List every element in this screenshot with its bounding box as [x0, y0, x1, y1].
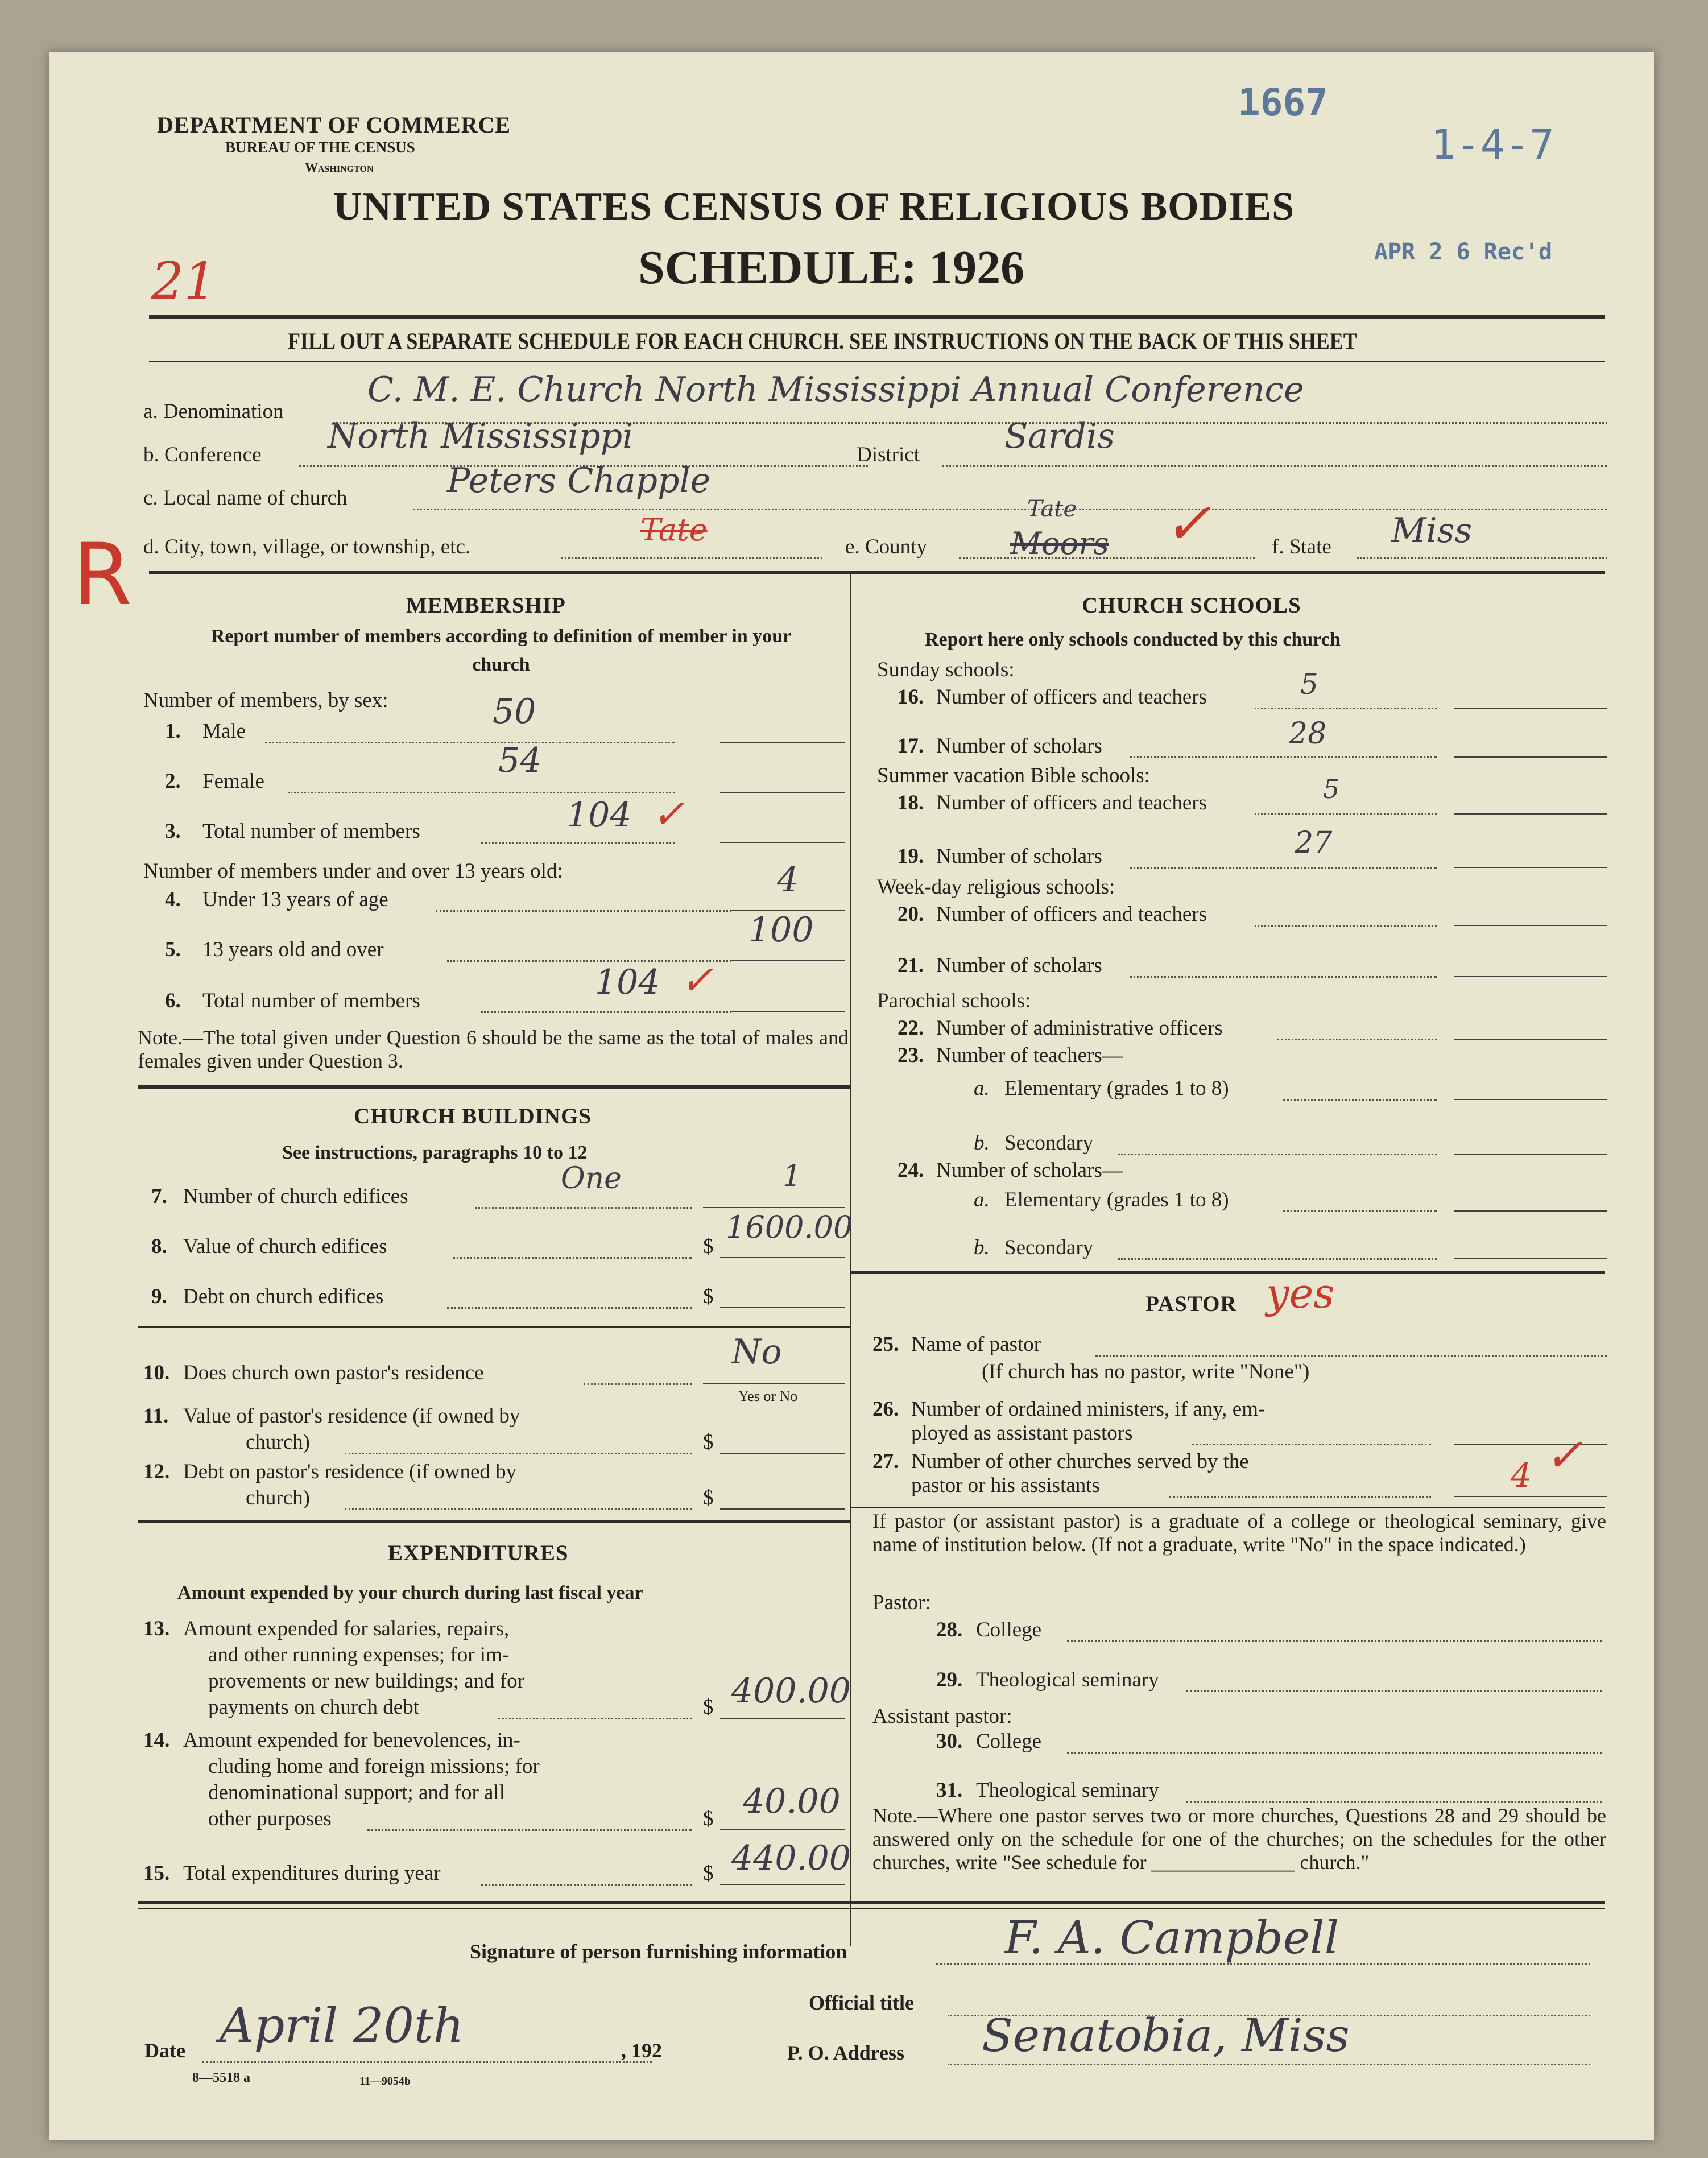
q23-number: 23. — [898, 1044, 924, 1067]
q14-number: 14. — [143, 1729, 170, 1752]
q30-number: 30. — [936, 1730, 963, 1753]
q25-number: 25. — [872, 1333, 899, 1356]
owns-residence-field[interactable]: No — [731, 1332, 782, 1372]
q24b-letter: b. — [974, 1236, 990, 1259]
q25-label: Name of pastor — [911, 1333, 1041, 1356]
q19-label: Number of scholars — [936, 845, 1102, 868]
county-struck-value: Moors — [1010, 526, 1109, 561]
total-members-field[interactable]: 104 — [566, 795, 632, 835]
q14-line2: cluding home and foreign missions; for — [208, 1755, 540, 1778]
under-13-field[interactable]: 4 — [777, 860, 799, 900]
q9-label: Debt on church edifices — [183, 1285, 384, 1308]
q19-number: 19. — [898, 845, 924, 868]
county-field[interactable]: Tate — [1027, 496, 1077, 522]
q13-line1: Amount expended for salaries, repairs, — [183, 1617, 510, 1640]
q2-number: 2. — [165, 770, 181, 793]
district-field[interactable]: Sardis — [1004, 416, 1115, 456]
po-address-label: P. O. Address — [787, 2041, 905, 2064]
q7-number: 7. — [151, 1185, 167, 1208]
q5-number: 5. — [165, 938, 181, 961]
pastor-mark: yes — [1266, 1270, 1335, 1317]
q29-label: Theological seminary — [976, 1668, 1159, 1692]
running-expenses-field[interactable]: 400.00 — [731, 1671, 851, 1711]
census-schedule-sheet — [49, 52, 1654, 2140]
date-field[interactable]: April 20th — [220, 1998, 464, 2053]
q23a-letter: a. — [974, 1077, 990, 1100]
q26-label-line1: Number of ordained ministers, if any, em- — [911, 1398, 1266, 1421]
other-churches-field[interactable]: 4 — [1511, 1456, 1532, 1495]
expenditures-heading: EXPENDITURES — [388, 1541, 569, 1565]
membership-subtitle: Report number of members according to definition of member in your church — [210, 626, 792, 675]
state-field[interactable]: Miss — [1391, 511, 1473, 551]
q23-label: Number of teachers— — [936, 1044, 1123, 1067]
q13-number: 13. — [143, 1617, 170, 1640]
membership-heading: MEMBERSHIP — [406, 593, 566, 618]
city-field[interactable]: Tate — [640, 512, 708, 548]
q18-number: 18. — [898, 791, 924, 815]
q13-dollar: $ — [703, 1696, 714, 1719]
q12-dollar: $ — [703, 1486, 714, 1510]
denomination-label: a. Denomination — [143, 400, 284, 423]
q27-label-line2: pastor or his assistants — [911, 1474, 1100, 1497]
q6-label: Total number of members — [202, 989, 420, 1012]
state-label: f. State — [1272, 535, 1331, 559]
weekday-schools-label: Week-day religious schools: — [877, 875, 1115, 899]
q13-line3: provements or new buildings; and for — [208, 1669, 524, 1693]
q21-label: Number of scholars — [936, 954, 1102, 977]
schools-subtitle: Report here only schools conducted by this church — [925, 629, 1341, 650]
sunday-officers-field[interactable]: 5 — [1300, 668, 1318, 701]
signature-field[interactable]: F. A. Campbell — [1004, 1911, 1339, 1964]
q22-number: 22. — [898, 1016, 924, 1040]
department-heading: DEPARTMENT OF COMMERCE — [157, 112, 511, 138]
q3-check-mark: ✓ — [652, 791, 685, 837]
city-heading: Washington — [305, 160, 374, 175]
county-label: e. County — [845, 535, 927, 559]
q28-label: College — [976, 1618, 1042, 1642]
over-13-field[interactable]: 100 — [748, 910, 814, 950]
church-edifices-field[interactable]: One — [561, 1161, 622, 1196]
q24a-label: Elementary (grades 1 to 8) — [1004, 1188, 1229, 1212]
year-suffix: , 192 — [621, 2039, 662, 2062]
q4-label: Under 13 years of age — [202, 888, 388, 911]
total-expenditures-field[interactable]: 440.00 — [731, 1838, 851, 1878]
q11-label-line1: Value of pastor's residence (if owned by — [183, 1404, 520, 1428]
expenditures-subtitle: Amount expended by your church during last fiscal year — [177, 1582, 643, 1603]
q28-number: 28. — [936, 1618, 963, 1642]
q14-dollar: $ — [703, 1807, 714, 1830]
age-group-label: Number of members under and over 13 years old: — [143, 859, 563, 883]
q20-number: 20. — [898, 903, 924, 926]
denomination-field[interactable]: C. M. E. Church North Mississippi Annual Conference — [367, 370, 1304, 410]
q8-label: Value of church edifices — [183, 1235, 387, 1258]
q27-number: 27. — [872, 1450, 899, 1473]
received-stamp: APR 2 6 Rec'd — [1374, 239, 1553, 265]
q1-number: 1. — [165, 720, 181, 743]
local-name-label: c. Local name of church — [143, 486, 348, 510]
form-number: 8—5518 a — [192, 2070, 250, 2085]
q27-label-line1: Number of other churches served by the — [911, 1450, 1249, 1473]
q7-label: Number of church edifices — [183, 1185, 408, 1208]
q1-label: Male — [202, 720, 246, 743]
q8-dollar: $ — [703, 1235, 714, 1258]
sunday-schools-label: Sunday schools: — [877, 658, 1015, 681]
q30-label: College — [976, 1730, 1042, 1753]
pastor-note: Note.—Where one pastor serves two or more churches, Questions 28 and 29 should be answered only on the schedule for one of the churches; on the schedules for the other churches, write "See schedule for ______________ church." — [872, 1804, 1606, 1874]
q14-line1: Amount expended for benevolences, in- — [183, 1729, 520, 1752]
total-members-by-age-field[interactable]: 104 — [595, 962, 660, 1002]
summer-schools-label: Summer vacation Bible schools: — [877, 764, 1150, 787]
official-title-label: Official title — [809, 1991, 914, 2014]
q15-dollar: $ — [703, 1862, 714, 1885]
q14-line3: denominational support; and for all — [208, 1781, 505, 1804]
q9-number: 9. — [151, 1285, 167, 1308]
q8-number: 8. — [151, 1235, 167, 1258]
q26-number: 26. — [872, 1398, 899, 1421]
q9-dollar: $ — [703, 1285, 714, 1308]
q24-label: Number of scholars— — [936, 1159, 1123, 1182]
q11-dollar: $ — [703, 1431, 714, 1454]
q10-label: Does church own pastor's residence — [183, 1361, 484, 1384]
schedule-title: SCHEDULE: 1926 — [638, 241, 1025, 294]
q23b-letter: b. — [974, 1131, 990, 1155]
q10-number: 10. — [143, 1361, 170, 1384]
assistant-pastor-subheading: Assistant pastor: — [872, 1705, 1012, 1728]
q12-number: 12. — [143, 1460, 170, 1483]
parochial-schools-label: Parochial schools: — [877, 989, 1031, 1012]
county-check-mark: ✓ — [1164, 490, 1211, 557]
by-sex-label: Number of members, by sex: — [143, 689, 388, 712]
q11-number: 11. — [143, 1404, 169, 1428]
summer-scholars-field[interactable]: 27 — [1295, 826, 1333, 860]
female-members-field[interactable]: 54 — [498, 741, 542, 780]
city-label: d. City, town, village, or township, etc. — [143, 535, 471, 559]
q17-number: 17. — [898, 734, 924, 758]
pastor-heading: PASTOR — [1145, 1292, 1237, 1316]
signature-label: Signature of person furnishing information — [470, 1940, 847, 1963]
stamp-number: 1667 — [1238, 81, 1328, 125]
schools-heading: CHURCH SCHOOLS — [1082, 593, 1301, 618]
q23b-label: Secondary — [1004, 1131, 1094, 1155]
buildings-heading: CHURCH BUILDINGS — [354, 1104, 592, 1128]
q20-label: Number of officers and teachers — [936, 903, 1207, 926]
stamp-code: 1-4-7 — [1431, 121, 1554, 168]
po-address-field[interactable]: Senatobia, Miss — [982, 2009, 1350, 2062]
q24-number: 24. — [898, 1159, 924, 1182]
value-of-edifices-field[interactable]: 1600.00 — [726, 1209, 853, 1245]
buildings-subtitle: See instructions, paragraphs 10 to 12 — [282, 1142, 588, 1163]
q23a-label: Elementary (grades 1 to 8) — [1004, 1077, 1229, 1100]
bureau-heading: BUREAU OF THE CENSUS — [225, 139, 415, 156]
q16-label: Number of officers and teachers — [936, 685, 1207, 709]
q11-label-line2: church) — [246, 1431, 310, 1454]
q15-number: 15. — [143, 1862, 170, 1885]
page-number-mark: 21 — [151, 251, 217, 311]
q21-number: 21. — [898, 954, 924, 977]
date-label: Date — [144, 2039, 185, 2062]
benevolences-field[interactable]: 40.00 — [743, 1781, 841, 1821]
q26-label-line2: ployed as assistant pastors — [911, 1421, 1133, 1445]
print-number: 11—9054b — [359, 2075, 411, 2087]
q5-label: 13 years old and over — [202, 938, 384, 961]
membership-note: Note.—The total given under Question 6 should be the same as the total of males and females given under Question 3. — [138, 1026, 849, 1072]
q31-number: 31. — [936, 1779, 963, 1802]
sunday-scholars-field[interactable]: 28 — [1289, 717, 1327, 751]
q22-label: Number of administrative officers — [936, 1016, 1223, 1040]
male-members-field[interactable]: 50 — [493, 692, 536, 731]
church-edifices-count: 1 — [783, 1159, 802, 1193]
q18-label: Number of officers and teachers — [936, 791, 1207, 815]
q31-label: Theological seminary — [976, 1779, 1159, 1802]
fill-instruction: FILL OUT A SEPARATE SCHEDULE FOR EACH CHURCH. SEE INSTRUCTIONS ON THE BACK OF THIS SHEET — [288, 328, 1357, 354]
q16-number: 16. — [898, 685, 924, 709]
q29-number: 29. — [936, 1668, 963, 1692]
yes-or-no-hint: Yes or No — [738, 1388, 798, 1404]
q12-label-line1: Debt on pastor's residence (if owned by — [183, 1460, 517, 1483]
q6-check-mark: ✓ — [680, 957, 714, 1003]
q27-check-mark: ✓ — [1545, 1429, 1583, 1482]
q24a-letter: a. — [974, 1188, 990, 1212]
form-title: UNITED STATES CENSUS OF RELIGIOUS BODIES — [333, 185, 1295, 229]
graduate-instructions: If pastor (or assistant pastor) is a graduate of a college or theological seminary, give name of institution below. (If not a graduate, write "No" in the space indicated.) — [872, 1510, 1606, 1556]
q13-line2: and other running expenses; for im- — [208, 1643, 510, 1667]
q6-number: 6. — [165, 989, 181, 1012]
q25-hint: (If church has no pastor, write "None") — [982, 1360, 1310, 1383]
conference-label: b. Conference — [143, 443, 262, 466]
q13-line4: payments on church debt — [208, 1696, 419, 1719]
q12-label-line2: church) — [246, 1486, 310, 1510]
q24b-label: Secondary — [1004, 1236, 1094, 1259]
q4-number: 4. — [165, 888, 181, 911]
review-mark-r: R — [73, 526, 133, 625]
pastor-subheading: Pastor: — [872, 1591, 931, 1614]
q3-label: Total number of members — [202, 820, 420, 843]
q15-label: Total expenditures during year — [183, 1862, 441, 1885]
local-name-field[interactable]: Peters Chapple — [447, 461, 711, 501]
summer-officers-field[interactable]: 5 — [1323, 774, 1340, 804]
conference-field[interactable]: North Mississippi — [328, 416, 634, 456]
q3-number: 3. — [165, 820, 181, 843]
q14-line4: other purposes — [208, 1807, 332, 1830]
q17-label: Number of scholars — [936, 734, 1102, 758]
district-label: District — [857, 443, 920, 466]
q2-label: Female — [202, 770, 264, 793]
